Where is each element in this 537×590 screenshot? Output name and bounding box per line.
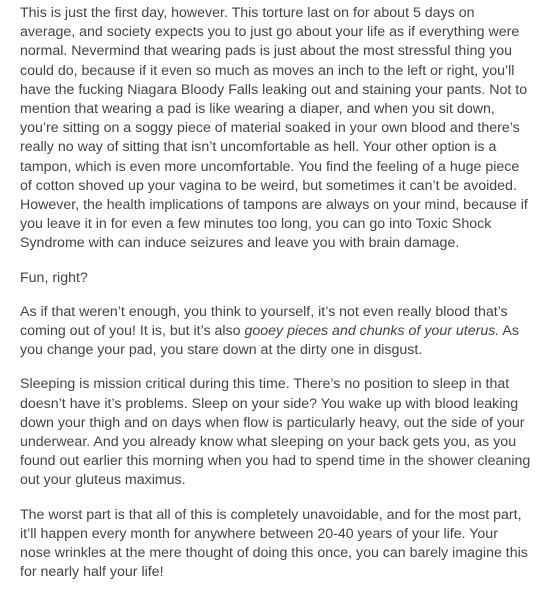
paragraph-2: Fun, right?	[20, 269, 88, 286]
paragraph-1: This is just the first day, however. This torture last on for about 5 days on average, and society expects you to just go about your life as if everything were normal. Nevermind that wearing pads is just about the most stressful thing you could do, because if it even so much as moves an inch to the left or right, you’ll have the fucking Niagara Bloody Falls leaking out and staining your pants. Not to mention that wearing a pad is like wearing a diaper, and when you sit down, you’re sitting on a soggy piece of material soaked in your own blood and there’s really no way of sitting that isn’t uncomfortable as hell. Your other option is a tampon, which is even more uncomfortable. You find the feeling of a huge piece of cotton shoved up your vagina to be weird, but sometimes it can’t be avoided. However, the health implications of tampons are always on your mind, because if you leave it in for even a few minutes too long, you can go into Toxic Shock Syndrome with can induce seizures and leave you with brain damage.	[20, 5, 528, 252]
paragraph-3-before: As if that weren’t enough, you think to yourself, it’s not even really blood that’s coming out of you! It is, but it’s also	[20, 303, 508, 340]
paragraph-3-emphasis: gooey pieces and chunks of your uterus.	[244, 323, 500, 340]
paragraph-3	[20, 303, 531, 361]
paragraph-4: Sleeping is mission critical during this time. There’s no position to sleep in that doesn’t have it’s problems. Sleep on your side? You wake up with blood leaking down your thigh and on days when flow is particularly heavy, out the side of your underwear. And you already know what sleeping on your back gets you, as you found out earlier this morning when you had to spend time in the shower cleaning out your gluteus maximus.	[20, 376, 531, 489]
paragraph-3-after: As you change your pad, you stare down at the dirty one in disgust.	[20, 323, 519, 359]
paragraph-5: The worst part is that all of this is completely unavoidable, and for the most part, it’ll happen every month for anywhere between 20-40 years of your life. Your nose wrinkles at the mere thought of doing this once, you can barely imagine this for nearly half your life!	[20, 506, 528, 581]
